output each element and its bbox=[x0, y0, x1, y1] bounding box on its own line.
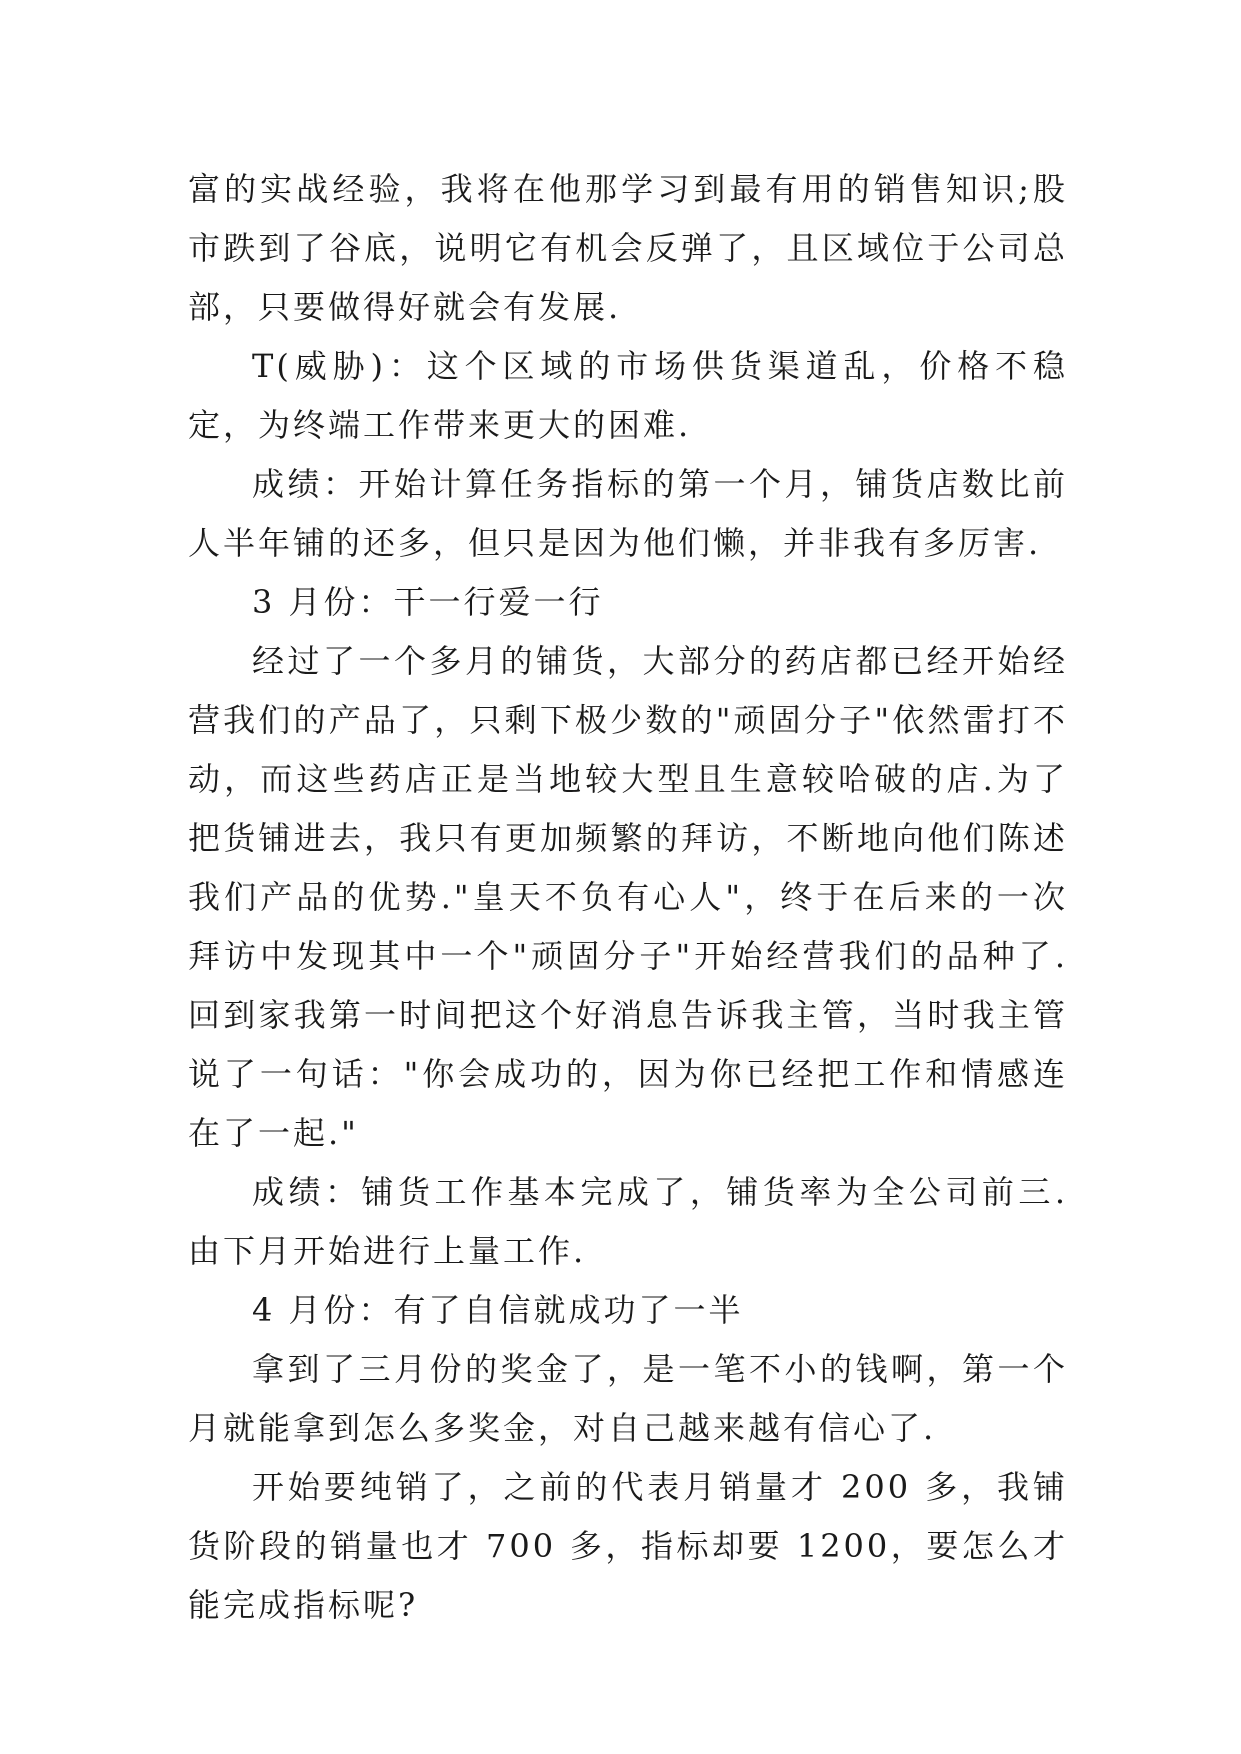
paragraph: 成绩：铺货工作基本完成了，铺货率为全公司前三.由下月开始进行上量工作. bbox=[188, 1173, 1068, 1270]
paragraph: 拿到了三月份的奖金了，是一笔不小的钱啊，第一个月就能拿到怎么多奖金，对自己越来越有信心了. bbox=[188, 1350, 1068, 1447]
paragraph: 富的实战经验，我将在他那学习到最有用的销售知识;股市跌到了谷底，说明它有机会反弹了，且区域位于公司总部，只要做得好就会有发展. bbox=[188, 170, 1068, 326]
paragraph: T(威胁)：这个区域的市场供货渠道乱，价格不稳定，为终端工作带来更大的困难. bbox=[188, 347, 1068, 444]
paragraph: 成绩：开始计算任务指标的第一个月，铺货店数比前人半年铺的还多，但只是因为他们懒，并非我有多厉害. bbox=[188, 465, 1068, 562]
paragraph: 开始要纯销了，之前的代表月销量才 200 多，我铺货阶段的销量也才 700 多，指标却要 1200，要怎么才能完成指标呢? bbox=[188, 1468, 1068, 1624]
section-heading: 3 月份：干一行爱一行 bbox=[252, 583, 604, 621]
section-heading: 4 月份：有了自信就成功了一半 bbox=[252, 1291, 744, 1329]
paragraph: 经过了一个多月的铺货，大部分的药店都已经开始经营我们的产品了，只剩下极少数的"顽固分子"依然雷打不动，而这些药店正是当地较大型且生意较哈破的店.为了把货铺进去，我只有更加频繁的拜访，不断地向他们陈述我们产品的优势."皇天不负有心人"，终于在后来的一次拜访中发现其中一个"顽固分子"开始经营我们的品种了.回到家我第一时间把这个好消息告诉我主管，当时我主管说了一句话："你会成功的，因为你已经把工作和情感连在了一起." bbox=[188, 642, 1068, 1152]
document-body bbox=[188, 160, 1068, 1635]
